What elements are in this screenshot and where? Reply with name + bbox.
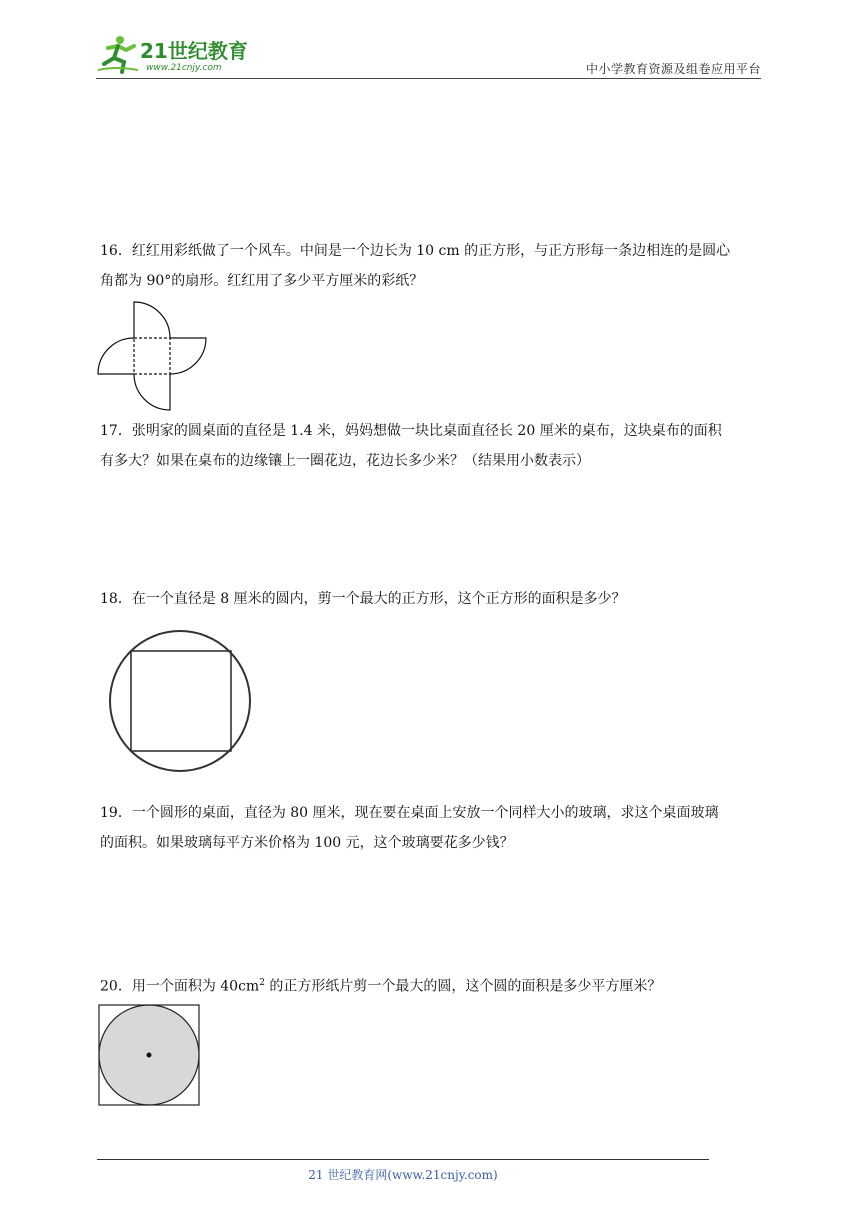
question-20-text-a: 20．用一个面积为 40cm xyxy=(100,978,260,995)
header-slogan: 中小学教育资源及组卷应用平台 xyxy=(585,62,761,76)
question-18 xyxy=(100,584,765,614)
logo-wordmark: 21世纪教育 xyxy=(140,39,248,63)
question-20-superscript: 2 xyxy=(259,978,265,988)
footer-text: 21 世纪教育网(www.21cnjy.com) xyxy=(308,1168,498,1182)
question-16-line-1: 16．红红用彩纸做了一个风车。中间是一个边长为 10 cm 的正方形，与正方形每一条边相连的是圆心 xyxy=(100,243,731,259)
logo-url: www.21cnjy.com xyxy=(146,63,222,73)
question-17 xyxy=(100,416,765,476)
question-17-line-2: 有多大？如果在桌布的边缘镶上一圈花边，花边长多少米？（结果用小数表示） xyxy=(100,453,590,469)
footer-divider xyxy=(97,1159,709,1160)
question-20-line-1 xyxy=(100,968,765,1002)
question-16-line-2: 角都为 90°的扇形。红红用了多少平方厘米的彩纸？ xyxy=(100,273,424,289)
question-20-text-b: 的正方形纸片剪一个最大的圆，这个圆的面积是多少平方厘米？ xyxy=(264,978,662,995)
sector-bottom xyxy=(134,374,170,410)
logo xyxy=(96,34,266,76)
question-19-line-1: 19．一个圆形的桌面，直径为 80 厘米，现在要在桌面上安放一个同样大小的玻璃，求这个桌面玻璃 xyxy=(100,805,719,821)
header-divider xyxy=(96,78,761,79)
center-dot xyxy=(147,1053,152,1058)
page-header xyxy=(96,34,761,78)
sector-left xyxy=(98,338,134,374)
sector-right xyxy=(170,338,206,374)
question-20 xyxy=(100,968,765,1002)
inscribed-square xyxy=(131,651,231,751)
question-16 xyxy=(100,236,765,296)
question-18-line-1: 18．在一个直径是 8 厘米的圆内，剪一个最大的正方形，这个正方形的面积是多少？ xyxy=(100,591,626,607)
circle-square-figure xyxy=(106,626,254,776)
square-circle-figure xyxy=(98,1004,202,1108)
question-19-line-2: 的面积。如果玻璃每平方米价格为 100 元，这个玻璃要花多少钱？ xyxy=(100,835,514,851)
question-19 xyxy=(100,798,765,858)
center-square xyxy=(134,338,170,374)
sector-top xyxy=(134,302,170,338)
pinwheel-figure xyxy=(96,300,210,412)
question-17-line-1: 17．张明家的圆桌面的直径是 1.4 米，妈妈想做一块比桌面直径长 20 厘米的桌布，这块桌布的面积 xyxy=(100,423,722,439)
runner-icon xyxy=(98,36,138,72)
